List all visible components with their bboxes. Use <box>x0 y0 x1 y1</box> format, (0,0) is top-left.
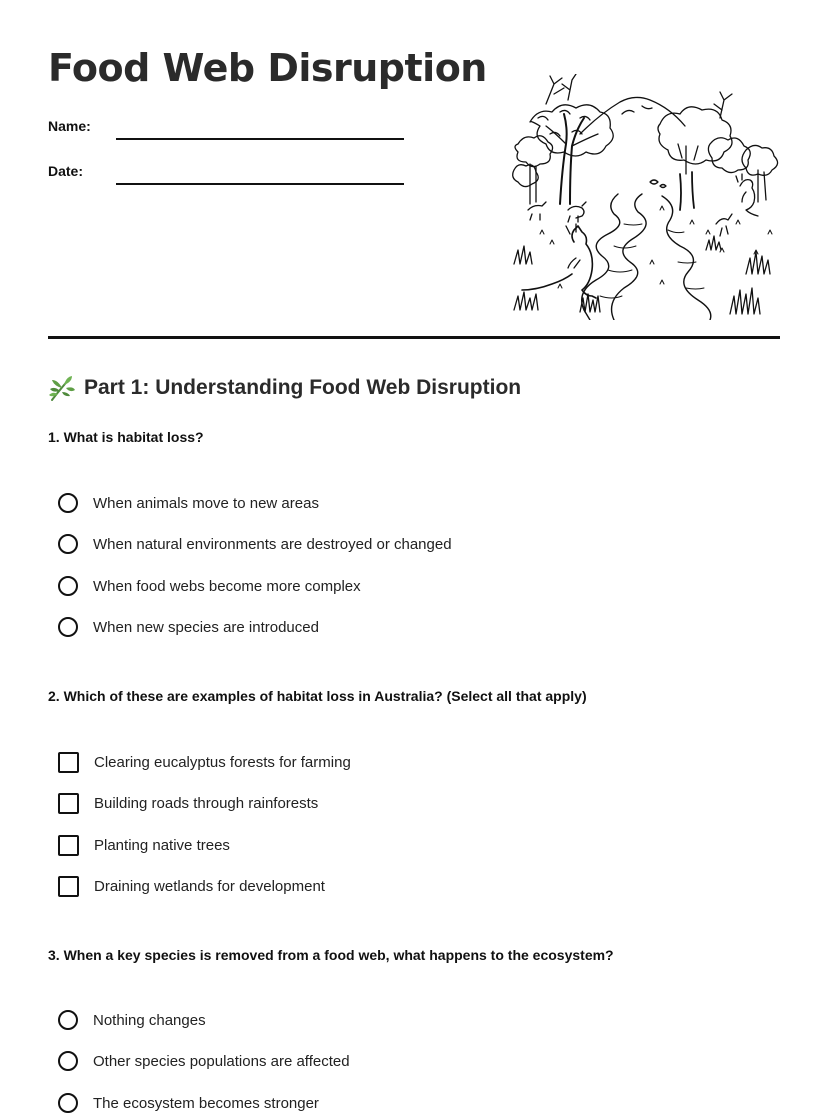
q3-option-3[interactable] <box>58 1091 319 1115</box>
radio-button[interactable] <box>58 534 78 554</box>
leaf-icon <box>48 374 76 402</box>
checkbox[interactable] <box>58 876 79 897</box>
worksheet-title: Food Web Disruption <box>48 46 487 90</box>
q1-option-4[interactable] <box>58 615 319 639</box>
option-label: Building roads through rainforests <box>94 794 319 812</box>
q2-option-3[interactable] <box>58 833 230 857</box>
option-label: Other species populations are affected <box>93 1052 350 1070</box>
date-field[interactable] <box>48 163 408 187</box>
radio-button[interactable] <box>58 1010 78 1030</box>
option-label: Nothing changes <box>93 1011 206 1029</box>
q2-option-4[interactable] <box>58 874 325 898</box>
radio-button[interactable] <box>58 1093 78 1113</box>
worksheet-page <box>48 0 780 1118</box>
q1-option-1[interactable] <box>58 491 319 515</box>
option-label: The ecosystem becomes stronger <box>93 1094 319 1112</box>
radio-button[interactable] <box>58 1051 78 1071</box>
question-3: 3. When a key species is removed from a food web, what happens to the ecosystem? <box>48 947 614 963</box>
q2-option-2[interactable] <box>58 791 318 815</box>
question-1: 1. What is habitat loss? <box>48 429 204 445</box>
q3-option-2[interactable] <box>58 1049 350 1073</box>
option-label: Clearing eucalyptus forests for farming <box>94 753 351 771</box>
option-label: Draining wetlands for development <box>94 877 325 895</box>
option-label: When new species are introduced <box>93 618 319 636</box>
option-label: When food webs become more complex <box>93 577 361 595</box>
q1-option-3[interactable] <box>58 574 361 598</box>
date-line[interactable] <box>116 183 404 185</box>
checkbox[interactable] <box>58 793 79 814</box>
question-2: 2. Which of these are examples of habitat loss in Australia? (Select all that apply) <box>48 688 587 704</box>
option-label: When animals move to new areas <box>93 494 319 512</box>
header-divider <box>48 336 780 339</box>
part1-heading <box>48 374 521 402</box>
name-line[interactable] <box>116 138 404 140</box>
option-label: When natural environments are destroyed or changed <box>93 535 452 553</box>
q1-option-2[interactable] <box>58 532 452 556</box>
option-label: Planting native trees <box>94 836 230 854</box>
name-field[interactable] <box>48 118 408 142</box>
radio-button[interactable] <box>58 617 78 637</box>
date-label: Date: <box>48 163 84 179</box>
radio-button[interactable] <box>58 576 78 596</box>
checkbox[interactable] <box>58 752 79 773</box>
checkbox[interactable] <box>58 835 79 856</box>
name-label: Name: <box>48 118 91 134</box>
q3-option-1[interactable] <box>58 1008 206 1032</box>
australian-bushland-illustration <box>510 74 780 320</box>
q2-option-1[interactable] <box>58 750 351 774</box>
part1-heading-text: Part 1: Understanding Food Web Disruption <box>84 376 522 399</box>
radio-button[interactable] <box>58 493 78 513</box>
